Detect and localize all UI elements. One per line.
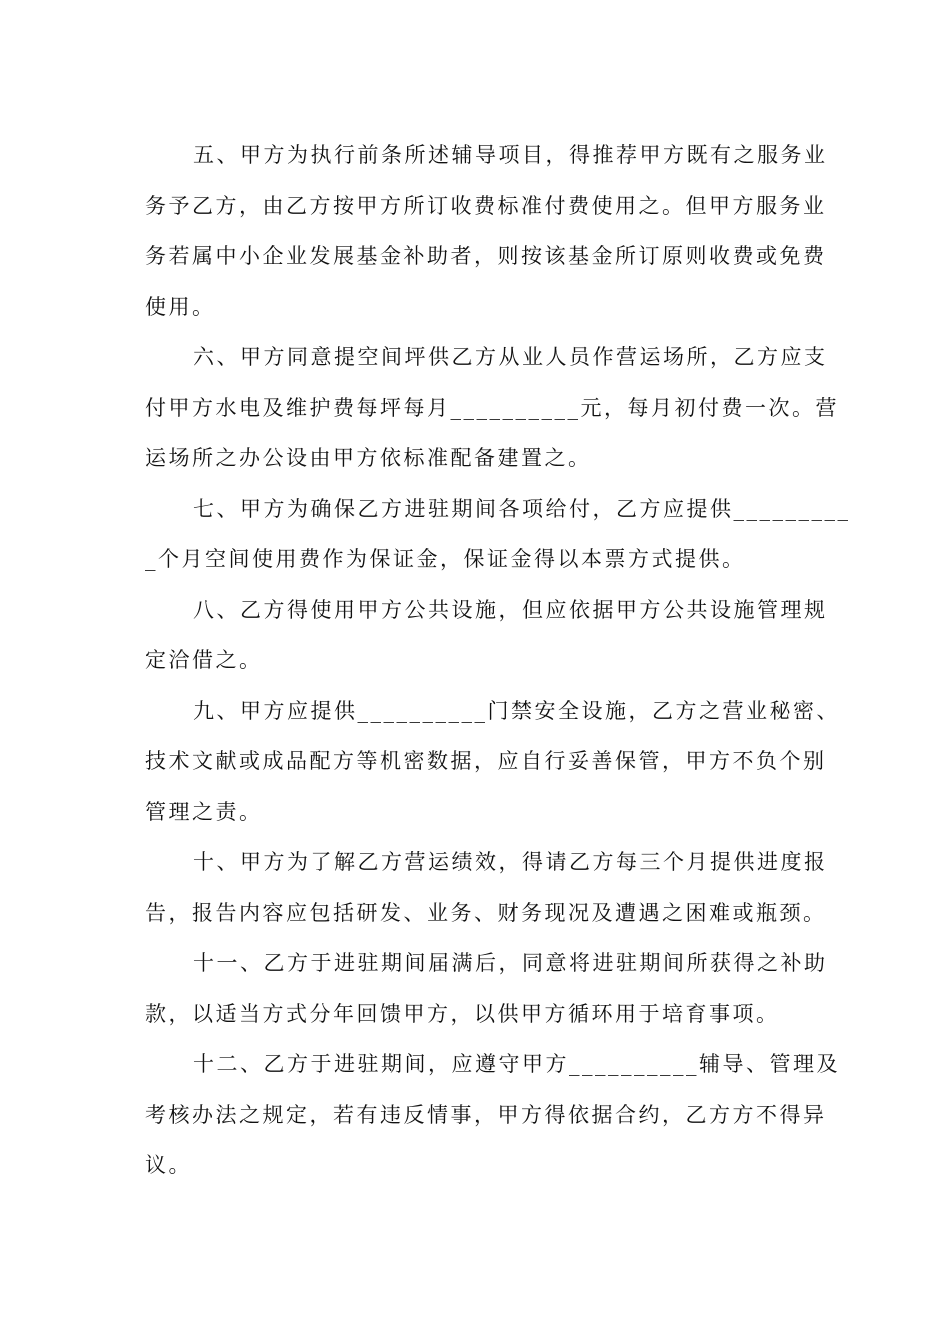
clause-10: [145, 837, 828, 938]
clause-5-line-1: 五、甲方为执行前条所述辅导项目，得推荐甲方既有之服务业: [193, 143, 828, 167]
clause-12: [145, 1039, 840, 1191]
clause-12-line-3: 议。: [145, 1153, 192, 1177]
clause-9-line-2: 技术文献或成品配方等机密数据，应自行妥善保管，甲方不负个别: [145, 749, 827, 773]
clause-5-line-2: 务予乙方，由乙方按甲方所订收费标准付费使用之。但甲方服务业: [145, 193, 827, 218]
clause-8-line-2: 定洽借之。: [145, 648, 263, 672]
clause-9: [145, 686, 840, 838]
clause-7-line-2: _个月空间使用费作为保证金，保证金得以本票方式提供。: [145, 547, 746, 571]
clause-8-line-1: 八、乙方得使用甲方公共设施，但应依据甲方公共设施管理规: [193, 597, 828, 622]
clause-5-line-4: 使用。: [145, 294, 216, 319]
clause-6-line-1: 六、甲方同意提空间坪供乙方从业人员作营运场所，乙方应支: [193, 345, 828, 369]
clause-8: [145, 585, 828, 686]
clause-9-line-1: 九、甲方应提供__________门禁安全设施，乙方之营业秘密、: [193, 698, 840, 723]
clause-5-line-3: 务若属中小企业发展基金补助者，则按该基金所订原则收费或免费: [145, 244, 827, 268]
clause-7-line-1: 七、甲方为确保乙方进驻期间各项给付，乙方应提供_________: [193, 496, 851, 521]
clause-6-line-2: 付甲方水电及维护费每坪每月__________元，每月初付费一次。营: [145, 395, 839, 420]
clause-11-line-2: 款，以适当方式分年回馈甲方，以供甲方循环用于培育事项。: [145, 1001, 780, 1026]
clause-9-line-3: 管理之责。: [145, 799, 263, 824]
clause-5: [145, 130, 828, 332]
clause-10-line-1: 十、甲方为了解乙方营运绩效，得请乙方每三个月提供进度报: [193, 850, 828, 874]
clause-6: [145, 332, 839, 484]
clause-12-line-2: 考核办法之规定，若有违反情事，甲方得依据合约，乙方方不得异: [145, 1102, 827, 1127]
clause-11-line-1: 十一、乙方于进驻期间届满后，同意将进驻期间所获得之补助: [193, 951, 828, 975]
clause-12-line-1: 十二、乙方于进驻期间，应遵守甲方__________辅导、管理及: [193, 1052, 840, 1076]
document-page: [145, 130, 851, 1191]
clause-10-line-2: 告，报告内容应包括研发、业务、财务现况及遭遇之困难或瓶颈。: [145, 900, 827, 925]
clause-11: [145, 938, 828, 1039]
clause-7: [145, 484, 851, 585]
clause-6-line-3: 运场所之办公设由甲方依标准配备建置之。: [145, 446, 592, 470]
